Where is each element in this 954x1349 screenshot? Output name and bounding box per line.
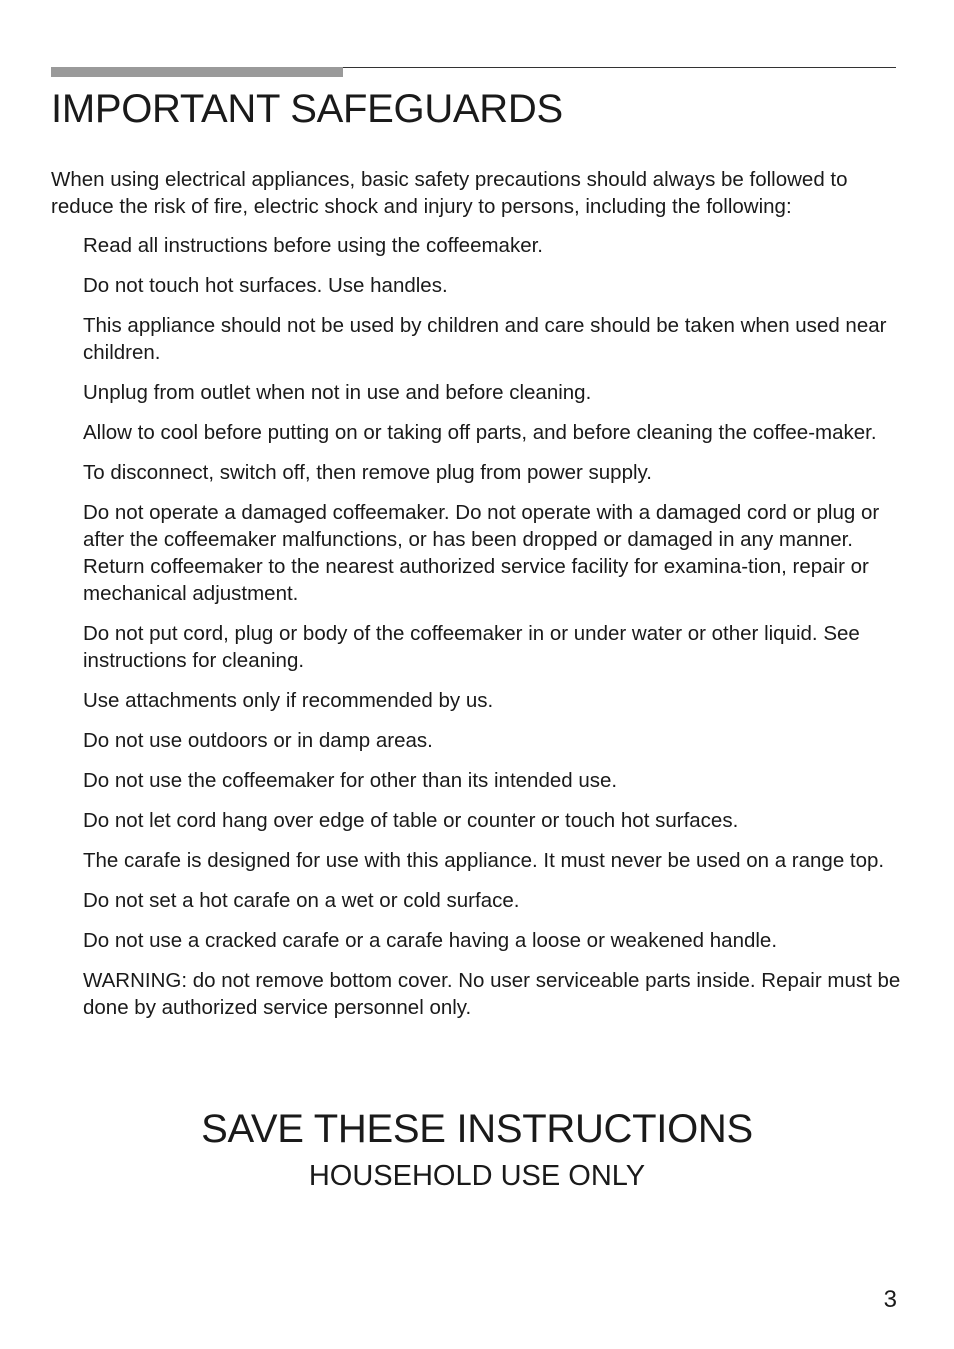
safeguard-item: This appliance should not be used by children and care should be taken when used near children. bbox=[83, 314, 887, 364]
save-instructions-heading: SAVE THESE INSTRUCTIONS bbox=[201, 1107, 753, 1151]
safeguard-item: Do not set a hot carafe on a wet or cold surface. bbox=[83, 889, 520, 912]
safeguards-list bbox=[83, 232, 913, 1034]
safeguard-item: Do not touch hot surfaces. Use handles. bbox=[83, 274, 448, 297]
intro-paragraph: When using electrical appliances, basic safety precautions should always be followed to reduce the risk of fire, electric shock and injury to persons, including the following: bbox=[51, 168, 848, 218]
safeguard-item: Allow to cool before putting on or taking off parts, and before cleaning the coffee-maker. bbox=[83, 421, 877, 444]
safeguard-item: Use attachments only if recommended by us. bbox=[83, 689, 494, 712]
safeguard-item: Read all instructions before using the coffeemaker. bbox=[83, 234, 543, 257]
page-number: 3 bbox=[883, 1286, 897, 1313]
safeguard-item: Do not use the coffeemaker for other than its intended use. bbox=[83, 769, 618, 792]
safeguard-item: Do not use outdoors or in damp areas. bbox=[83, 729, 433, 752]
safeguard-item: The carafe is designed for use with this appliance. It must never be used on a range top. bbox=[83, 849, 885, 872]
warning-label: WARNING bbox=[83, 969, 182, 992]
safeguard-item: Do not put cord, plug or body of the coffeemaker in or under water or other liquid. See instructions for cleaning. bbox=[83, 622, 860, 672]
safeguard-item: Unplug from outlet when not in use and before cleaning. bbox=[83, 381, 592, 404]
safeguard-item: Do not operate a damaged coffeemaker. Do not operate with a damaged cord or plug or after the coffeemaker malfunctions, or has been dropped or damaged in any manner. Return coffeemaker to the nearest authorized service facility for examina-tion, repair or mechanical adjustment. bbox=[83, 501, 880, 605]
safeguard-item: To disconnect, switch off, then remove plug from power supply. bbox=[83, 461, 652, 484]
header-accent-bar bbox=[51, 67, 343, 77]
safeguard-item: Do not use a cracked carafe or a carafe having a loose or weakened handle. bbox=[83, 929, 778, 952]
warning-text: : do not remove bottom cover. No user serviceable parts inside. Repair must be done by authorized service personnel only. bbox=[83, 969, 901, 1019]
page-title: IMPORTANT SAFEGUARDS bbox=[51, 87, 563, 131]
safeguard-item: Do not let cord hang over edge of table or counter or touch hot surfaces. bbox=[83, 809, 739, 832]
household-use-subheading: HOUSEHOLD USE ONLY bbox=[308, 1160, 646, 1192]
warning-item bbox=[83, 967, 913, 1021]
